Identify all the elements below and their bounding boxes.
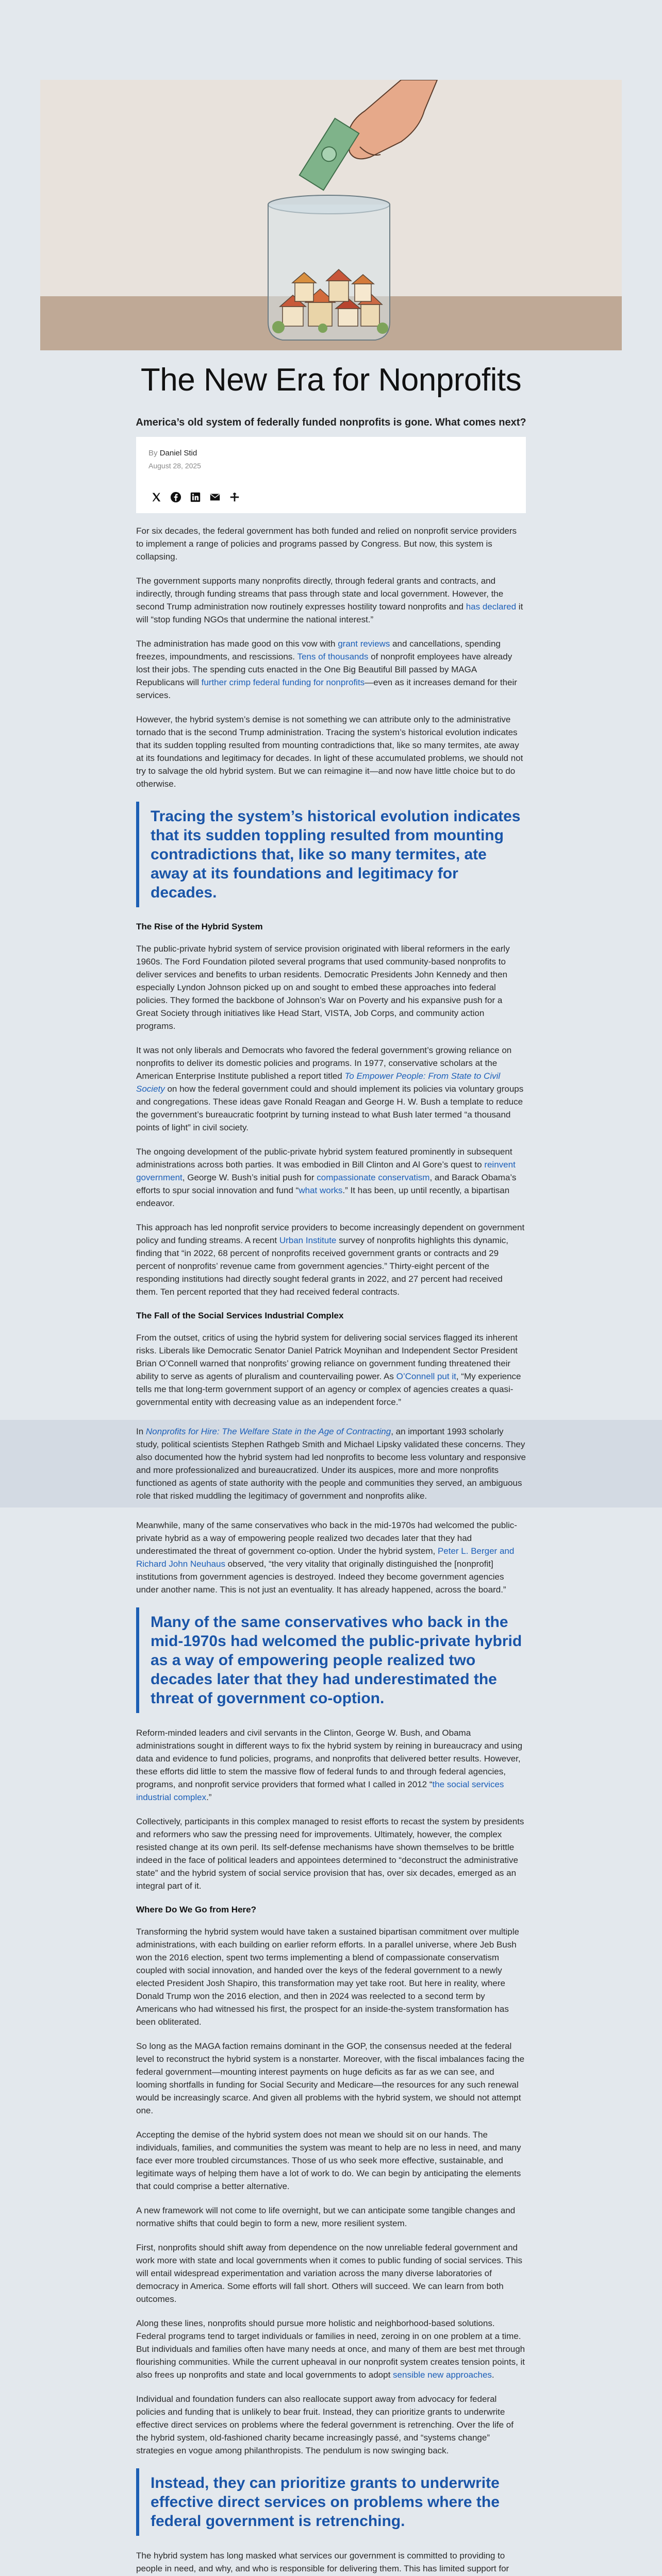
- paragraph: The hybrid system has long masked what services our government is committed to providing to people in need, and why, and who is responsible for delivering them. This has limited support for: [136, 2551, 509, 2573]
- byline-prefix: By: [148, 449, 158, 457]
- paragraph: Individual and foundation funders can also reallocate support away from advocacy for federal policies and funding that is unlikely to bear fruit. Instead, they can prioritize grants to underwrite effective direct services on problems where the federal government is retrenching. Over the life of the hybrid system, old-fashioned charity became increasingly passé, and “systems change” strategies en vogue among philanthropists. The pendulum is now swinging back.: [136, 2394, 514, 2455]
- section-heading: The Rise of the Hybrid System: [136, 922, 263, 931]
- x-icon: [151, 492, 162, 503]
- publish-date: August 28, 2025: [148, 462, 201, 470]
- hero-image: [40, 80, 622, 350]
- paragraph: It was not only liberals and Democrats who favored the federal government’s growing reliance on nonprofits to deliver its domestic policies and programs. In 1977, conservative scholars at the American Enterprise Institute published a report titled To Empower People: From State to Civil Society on how the federal government could and should implement its policies via voluntary groups and congregations. These ideas gave Ronald Reagan and George H. W. Bush a template to reduce the government’s bureaucratic footprint by turning instead to what Bush later termed “a thousand points of light” in civil society.: [136, 1045, 524, 1132]
- inline-link[interactable]: Nonprofits for Hire: The Welfare State in the Age of Contracting: [145, 1427, 391, 1436]
- paragraph: Reform-minded leaders and civil servants in the Clinton, George W. Bush, and Obama administrations sought in different ways to fix the hybrid system by reining in bureaucracy and using data and evidence to fund policies, programs, and nonprofits that delivered better results. However, these efforts did little to stem the massive flow of federal funds to and through federal agencies, programs, and nonprofit service providers that formed what I called in 2012 “the social services industrial complex.”: [136, 1728, 523, 1802]
- share-email-button[interactable]: [207, 489, 223, 505]
- inline-link[interactable]: further crimp federal funding for nonprofits: [201, 677, 365, 687]
- inline-link[interactable]: grant reviews: [338, 639, 390, 649]
- paragraph: First, nonprofits should shift away from dependence on the now unreliable federal government and work more with state and local governments when it comes to public funding of social services. This will entail widespread experimentation and variation across the many diverse laboratories of democracy in America. Some efforts will fall short. Others will succeed. We can learn from both outcomes.: [136, 2243, 522, 2304]
- byline-card: [136, 437, 526, 513]
- paragraph: For six decades, the federal government has both funded and relied on nonprofit service providers to implement a range of policies and programs passed by Congress. But now, this system is collapsing.: [136, 526, 517, 562]
- section-heading: The Fall of the Social Services Industrial Complex: [136, 1311, 344, 1320]
- email-icon: [209, 492, 221, 503]
- section-heading: Where Do We Go from Here?: [136, 1905, 256, 1914]
- hand-dropping-money-into-jar-icon: [40, 80, 622, 350]
- article-title: The New Era for Nonprofits: [140, 362, 522, 398]
- paragraph: The ongoing development of the public-private hybrid system featured prominently in subsequent administrations across both parties. It was embodied in Bill Clinton and Al Gore’s quest to reinvent government, George W. Bush’s initial push for compassionate conservatism, and Barack Obama’s efforts to spur social innovation and fund “what works.” It has been, up until recently, a bipartisan endeavor.: [136, 1147, 517, 1208]
- share-linkedin-button[interactable]: [188, 489, 203, 505]
- inline-link[interactable]: O’Connell put it: [396, 1371, 456, 1381]
- linkedin-icon: [190, 492, 201, 503]
- inline-link[interactable]: has declared: [466, 602, 517, 612]
- byline: [148, 448, 514, 459]
- inline-link[interactable]: reinvent government: [136, 1160, 516, 1182]
- inline-link[interactable]: compassionate conservatism: [317, 1173, 430, 1182]
- facebook-icon: [170, 492, 181, 503]
- inline-link[interactable]: To Empower People: From State to Civil Society: [136, 1071, 501, 1094]
- more-share-icon: [229, 492, 240, 503]
- pull-quote: Instead, they can prioritize grants to underwrite effective direct services on problems where the federal government is retrenching.: [136, 2468, 526, 2536]
- paragraph: Collectively, participants in this complex managed to resist efforts to recast the system by presidents and reformers who saw the pressing need for improvements. Ultimately, however, the complex resisted change at its own peril. Its self-defense mechanisms have shown themselves to be brittle indeed in the face of political leaders and appointees determined to “deconstruct the administrative state” and the hybrid system of social service provision that has, over six decades, emerged as an integral part of it.: [136, 1817, 524, 1891]
- inline-link[interactable]: what works: [299, 1185, 343, 1195]
- share-more-button[interactable]: [227, 489, 242, 505]
- paragraph: Along these lines, nonprofits should pursue more holistic and neighborhood-based solutions. Federal programs tend to target individuals or families in need, zeroing in on one problem at a time. But individuals and families often have many needs at once, and many of them are best met through flourishing communities. While the current upheaval in our nonprofit system creates tension points, it also frees up nonprofits and state and local governments to adopt sensible new approaches.: [136, 2318, 525, 2380]
- paragraph: Transforming the hybrid system would have taken a sustained bipartisan commitment over multiple administrations, with each building on earlier reform efforts. In a parallel universe, where Jeb Bush won the 2016 election, spent two terms implementing a blend of compassionate conservatism coupled with social innovation, and handed over the keys of the federal government to a newly elected President Josh Shapiro, this transformation may yet take root. But here in reality, where Donald Trump won the 2016 election, and then in 2024 was reelected to a second term by Americans who had witnessed his first, the prospect for an inside-the-system transformation has been obliterated.: [136, 1927, 519, 2027]
- inline-link[interactable]: Peter L. Berger and Richard John Neuhaus: [136, 1546, 515, 1569]
- share-x-button[interactable]: [148, 489, 164, 505]
- article-subtitle: America’s old system of federally funded nonprofits is gone. What comes next?: [136, 417, 526, 428]
- inline-link[interactable]: the social services industrial complex: [136, 1780, 504, 1802]
- paragraph: The government supports many nonprofits directly, through federal grants and contracts, and indirectly, through funding streams that pass through state and local government. However, the second Trump administration now routinely expresses hostility toward nonprofits and has declared it will “stop funding NGOs that undermine the national interest.”: [136, 576, 523, 624]
- inline-link[interactable]: sensible new approaches: [393, 2370, 492, 2380]
- pull-quote: Many of the same conservatives who back in the mid-1970s had welcomed the public-private hybrid as a way of empowering people realized two decades later that they had underestimated the threat of government co-option.: [136, 1607, 526, 1713]
- paragraph: This approach has led nonprofit service providers to become increasingly dependent on government policy and funding streams. A recent Urban Institute survey of nonprofits highlights this dynamic, finding that “in 2022, 68 percent of nonprofits received government grants or contracts and 29 percent of nonprofits’ revenue came from government agencies.” Thirty-eight percent of the responding institutions had directly sought federal grants in 2022, and 27 percent had received them. Ten percent reported that they had received federal contracts.: [136, 1223, 525, 1297]
- paragraph: The public-private hybrid system of service provision originated with liberal reformers in the early 1960s. The Ford Foundation piloted several programs that used community-based nonprofits to deliver services and benefits to urban residents. Democratic Presidents John Kennedy and then especially Lyndon Johnson picked up on and sought to embed these approaches into federal policies. They formed the backbone of Johnson’s War on Poverty and his expansive push for a Great Society through initiatives like Head Start, VISTA, Job Corps, and community action programs.: [136, 944, 510, 1031]
- paragraph: Meanwhile, many of the same conservatives who back in the mid-1970s had welcomed the public-private hybrid as a way of empowering people realized two decades later that they had underestimated the threat of government co-option. Under the hybrid system, Peter L. Berger and Richard John Neuhaus observed, “the very vitality that originally distinguished the [nonprofit] institutions from government agencies is destroyed. Indeed they become government agencies under another name. This is not just an eventuality. It has already happened, across the board.”: [136, 1520, 517, 1595]
- inline-link[interactable]: Urban Institute: [279, 1235, 337, 1245]
- paragraph: The administration has made good on this vow with grant reviews and cancellations, spending freezes, impoundments, and rescissions. Tens of thousands of nonprofit employees have already lost their jobs. The spending cuts enacted in the One Big Beautiful Bill passed by MAGA Republicans will further crimp federal funding for nonprofits—even as it increases demand for their services.: [136, 639, 517, 700]
- paragraph: So long as the MAGA faction remains dominant in the GOP, the consensus needed at the federal level to reconstruct the hybrid system is a nonstarter. Moreover, with the fiscal imbalances facing the federal government—mounting interest payments on huge deficits as far as we can see, and looming shortfalls in funding for Social Security and Medicare—the resources for any such renewal would be increasingly scarce. And given all problems with the hybrid system, we should not attempt one.: [136, 2041, 525, 2115]
- article-body: [136, 524, 526, 2576]
- share-facebook-button[interactable]: [168, 489, 184, 505]
- paragraph: A new framework will not come to life overnight, but we can anticipate some tangible changes and normative shifts that could begin to form a new, more resilient system.: [136, 2206, 516, 2228]
- share-bar: [148, 489, 242, 505]
- pull-quote: Tracing the system’s historical evolution indicates that its sudden toppling resulted from mounting contradictions that, like so many termites, ate away at its foundations and legitimacy for decades.: [136, 802, 526, 907]
- paragraph: Accepting the demise of the hybrid system does not mean we should sit on our hands. The individuals, families, and communities the system was meant to help are no less in need, and many face ever more troubled circumstances. Those of us who seek more effective, sustainable, and legitimate ways of helping them have a lot of work to do. We can begin by anticipating the elements that could comprise a better alternative.: [136, 2130, 521, 2191]
- paragraph: From the outset, critics of using the hybrid system for delivering social services flagged its inherent risks. Liberals like Democratic Senator Daniel Patrick Moynihan and Independent Sector President Brian O’Connell warned that nonprofits’ growing reliance on government funding threatened their ability to serve as agents of pluralism and countervailing power. As O’Connell put it, “My experience tells me that long-term government support of an agency or complex of agencies creates a quasi-governmental entity with decreasing value as an independent force.”: [136, 1333, 521, 1407]
- paragraph: In Nonprofits for Hire: The Welfare State in the Age of Contracting, an important 1993 scholarly study, political scientists Stephen Rathgeb Smith and Michael Lipsky validated these concerns. They also documented how the hybrid system had led nonprofits to become less voluntary and responsive and more professionalized and bureaucratized. Under its auspices, more and more nonprofits functioned as agents of state authority with the people and communities they served, an ambiguous role that risked muddling the legitimacy of government and nonprofits alike.: [136, 1427, 526, 1501]
- paragraph: However, the hybrid system’s demise is not something we can attribute only to the administrative tornado that is the second Trump administration. Tracing the system’s historical evolution indicates that its sudden toppling resulted from mounting contradictions that, like so many termites, ate away at its foundations and legitimacy for decades. In light of these accumulated problems, we should not try to salvage the old hybrid system. But we can reimagine it—and now have little choice but to do otherwise.: [136, 715, 523, 789]
- inline-link[interactable]: Tens of thousands: [297, 652, 369, 662]
- author-link[interactable]: Daniel Stid: [159, 449, 197, 457]
- highlight-band: [0, 1420, 662, 1507]
